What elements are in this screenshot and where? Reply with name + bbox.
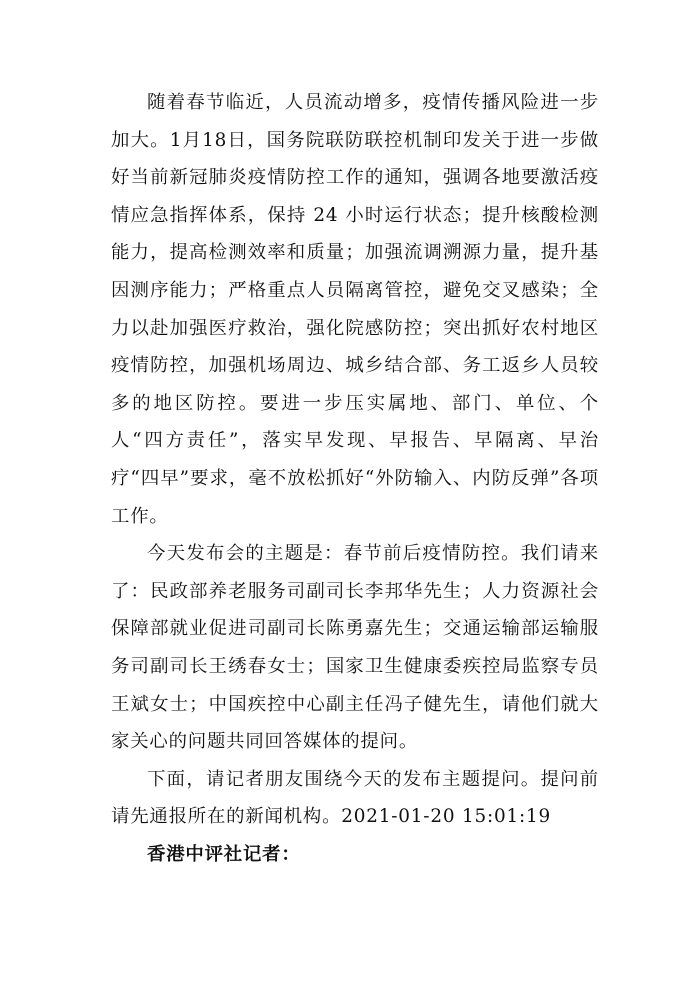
paragraph-epidemic-context: 随着春节临近，人员流动增多，疫情传播风险进一步加大。1月18日，国务院联防联控机制印发关于进一步做好当前新冠肺炎疫情防控工作的通知，强调各地要激活疫情应急指挥体系，保持 24 小时运行状态；提升核酸检测能力，提高检测效率和质量；加强流调溯源力量，提升基因测序能力；严格重点人员隔离管控，避免交叉感染；全力以赴加强医疗救治，强化院感防控；突出抓好农村地区疫情防控，加强机场周边、城乡结合部、务工返乡人员较多的地区防控。要进一步压实属地、部门、单位、个人“四方责任”，落实早发现、早报告、早隔离、早治疗“四早”要求，毫不放松抓好“外防输入、内防反弹”各项工作。 <box>111 92 599 527</box>
speaker-label: 香港中评社记者： <box>147 843 301 865</box>
document-body <box>111 84 599 873</box>
paragraph-press-conference-guests: 今天发布会的主题是：春节前后疫情防控。我们请来了：民政部养老服务司副司长李邦华先生；人力资源社会保障部就业促进司副司长陈勇嘉先生；交通运输部运输服务司副司长王绣春女士；国家卫生健康委疾控局监察专员王斌女士；中国疾控中心副主任冯子健先生，请他们就大家关心的问题共同回答媒体的提问。 <box>111 543 599 753</box>
paragraph-question-instructions: 下面，请记者朋友围绕今天的发布主题提问。提问前请先通报所在的新闻机构。2021-01-20 15:01:19 <box>111 768 599 828</box>
